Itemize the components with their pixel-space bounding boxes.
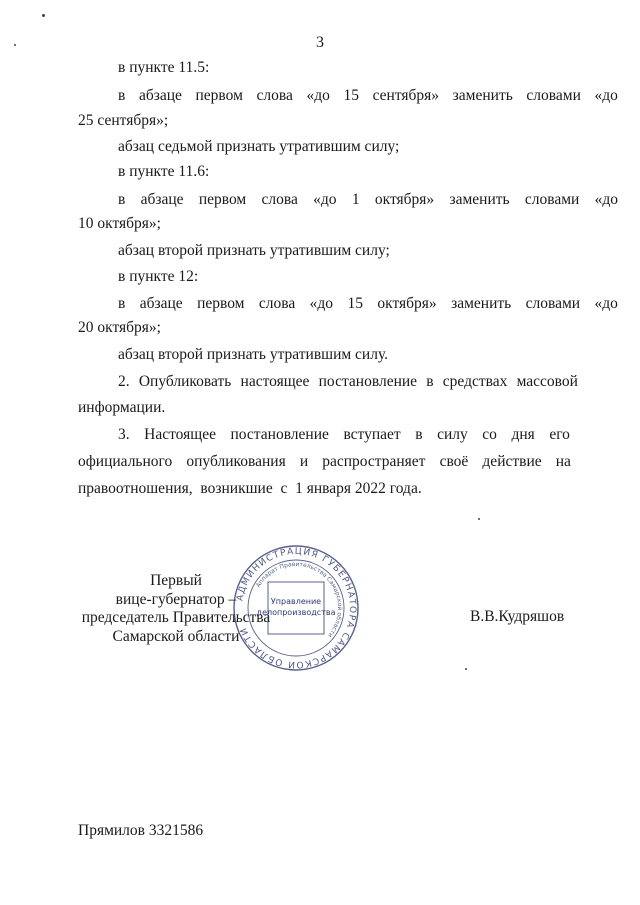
word: заменить [449,191,510,208]
paragraph-item-11-6: в пункте 11.6: [118,163,210,180]
word: «до [309,295,334,312]
paragraph-2-first-line [118,372,578,392]
paragraph-3-first-line [118,425,570,445]
scan-speck [42,14,45,17]
paragraph-11-5-abzac-7: абзац седьмой признать утратившим силу; [118,138,400,155]
word: 2. [118,373,130,390]
paragraph-12-abzac-2: абзац второй признать утратившим силу. [118,346,389,363]
word: словами [525,295,581,312]
word: октября» [377,295,437,312]
seal-center-line-2: делопроизводства [256,608,336,617]
executor-footer: Прямилов 3321586 [78,822,204,839]
seal-inner-text: Аппарат Правительства Самарской области [254,560,344,639]
scan-speck [465,668,467,670]
paragraph-11-6-first-line [118,190,618,210]
word: слова [258,295,296,312]
paragraph-11-5-continuation: 25 сентября»; [78,112,169,129]
paragraph-11-6-continuation: 10 октября»; [78,215,161,232]
paragraph-12-first-line [118,294,618,314]
scan-speck [478,518,480,520]
word: первом [197,295,245,312]
word: опубликования [186,453,286,470]
word: вступает [343,426,401,443]
word: силу [437,426,468,443]
word: действие [482,453,542,470]
word: в [118,295,126,312]
signatory-title-line-2: вице-губернатор – [115,590,237,608]
official-seal-stamp [232,544,360,672]
word: постановление [230,426,329,443]
paragraph-item-11-5: в пункте 11.5: [118,59,210,76]
word: и [299,453,309,470]
paragraph-12-continuation: 20 октября»; [78,319,161,336]
word: распространяет [322,453,426,470]
word: «до [594,87,618,104]
word: абзаце [139,295,183,312]
word: 1 [351,191,360,208]
seal-outer-text: АДМИНИСТРАЦИЯ ГУБЕРНАТОРА САМАРСКОЙ ОБЛАСТИ [235,546,358,670]
word: абзаце [140,191,184,208]
word: слова [261,191,298,208]
signatory-title-line-3: председатель Правительства [81,609,271,626]
paragraph-11-5-first-line [118,86,618,106]
seal-center-line-1: Управление [270,597,322,606]
word: средствах [442,373,508,390]
word: первом [198,191,247,208]
signatory-title-line-1: Первый [150,572,202,589]
word: массовой [516,373,578,390]
word: слова [256,87,293,104]
word: в [118,191,126,208]
word: в [118,87,126,104]
word: словами [524,191,580,208]
word: его [549,426,570,443]
word: 15 [347,295,363,312]
word: заменить [452,87,513,104]
word: Настоящее [144,426,216,443]
word: официального [78,453,173,470]
word: постановление [318,373,418,390]
signatory-title-line-4: Самарской области [112,627,240,645]
word: Опубликовать [138,373,232,390]
page-number: 3 [316,34,324,51]
word: «до [594,191,618,208]
word: словами [526,87,581,104]
word: 15 [343,87,359,104]
word: дня [511,426,535,443]
paragraph-item-12: в пункте 12: [118,268,199,285]
word: «до [594,295,618,312]
scan-speck [14,44,16,46]
word: заменить [451,295,512,312]
signatory-name: В.В.Кудряшов [470,608,565,625]
paragraph-11-6-abzac-2: абзац второй признать утратившим силу; [118,242,390,259]
word: 3. [118,426,130,443]
word: «до [313,191,337,208]
word: в [415,426,423,443]
word: первом [195,87,243,104]
word: со [482,426,497,443]
word: «до [306,87,330,104]
word: в [426,373,434,390]
word: на [555,453,571,470]
paragraph-2-continuation: информации. [78,399,166,416]
word: своё [439,453,469,470]
word: октября» [374,191,435,208]
paragraph-3-second-line [78,452,571,472]
paragraph-3-third-line: правоотношения, возникшие с 1 января 2022 года. [78,480,422,497]
word: настоящее [240,373,310,390]
word: абзаце [138,87,182,104]
word: сентября» [372,87,440,104]
